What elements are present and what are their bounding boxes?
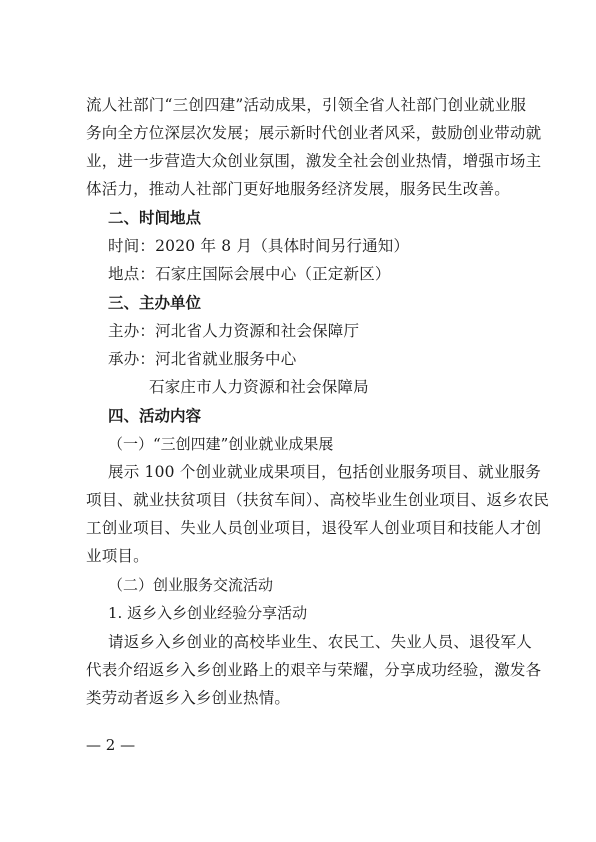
exhibition-line-2: 项目、就业扶贫项目（扶贫车间）、高校毕业生创业项目、返乡农民 [86,491,550,509]
intro-line-1: 流人社部门“三创四建”活动成果，引领全省人社部门创业就业服 [86,96,527,114]
exchange-line-2: 代表介绍返乡入乡创业路上的艰辛与荣耀，分享成功经验，激发各 [86,661,542,679]
organizer-line: 承办：河北省就业服务中心 [108,350,297,368]
section-heading-time-place: 二、时间地点 [108,209,202,227]
intro-line-2: 务向全方位深层次发展；展示新时代创业者风采，鼓励创业带动就 [86,124,542,142]
exchange-line-1: 请返乡入乡创业的高校毕业生、农民工、失业人员、退役军人 [108,633,532,651]
exhibition-line-3: 工创业项目、失业人员创业项目，退役军人创业项目和技能人才创 [86,519,542,537]
section-heading-content: 四、活动内容 [108,407,202,425]
exchange-line-3: 类劳动者返乡入乡创业热情。 [86,689,291,707]
subsection-heading-exchange: （二）创业服务交流活动 [108,576,274,594]
section-heading-organizers: 三、主办单位 [108,294,202,312]
time-line: 时间：2020 年 8 月（具体时间另行通知） [108,237,410,255]
subsection-heading-exhibition: （一）“三创四建”创业就业成果展 [108,435,334,453]
host-line: 主办：河北省人力资源和社会保障厅 [108,322,360,340]
exhibition-line-1: 展示 100 个创业就业成果项目，包括创业服务项目、就业服务 [108,463,541,481]
page-number: — 2 — [86,736,136,754]
exhibition-line-4: 业项目。 [86,547,149,565]
intro-line-3: 业，进一步营造大众创业氛围，激发全社会创业热情，增强市场主 [86,152,542,170]
intro-line-4: 体活力，推动人社部门更好地服务经济发展，服务民生改善。 [86,180,510,198]
place-line: 地点：石家庄国际会展中心（正定新区） [108,265,391,283]
exchange-item-1-heading: 1. 返乡入乡创业经验分享活动 [108,604,308,622]
organizer-line-2: 石家庄市人力资源和社会保障局 [149,378,369,396]
